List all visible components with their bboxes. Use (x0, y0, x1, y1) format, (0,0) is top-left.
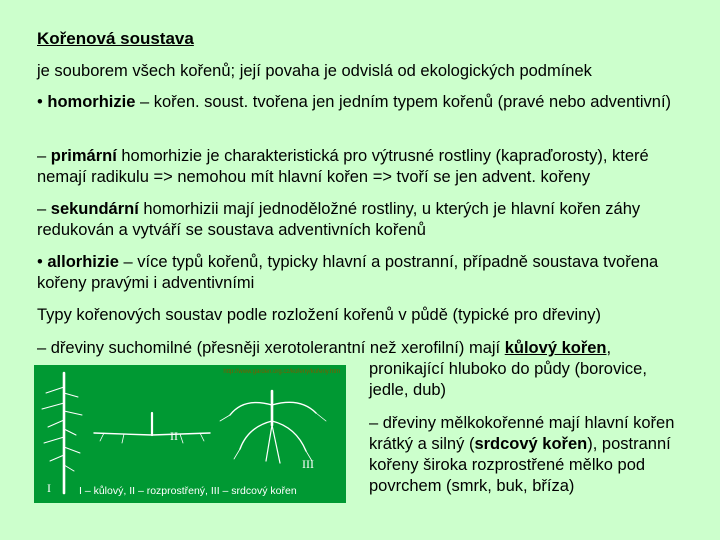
paragraph-sekundarni (37, 199, 687, 241)
term-homorhizie: homorhizie (47, 93, 136, 111)
page-title: Kořenová soustava (37, 29, 194, 48)
term-primarni: primární (50, 147, 117, 165)
text-allorhizie: – více typů kořenů, typicky hlavní a postranní, případně soustava tvořena kořeny pravými i adventivními (37, 253, 659, 292)
text-primarni: homorhizie je charakteristická pro výtrusné rostliny (kapraďorosty), které nemají radikulu => nemohou mít hlavní kořen => tvoří se jen advent. kořeny (37, 147, 649, 186)
dash-prefix: – (37, 147, 51, 165)
bullet-prefix: • (37, 93, 48, 111)
term-sekundarni: sekundární (50, 200, 139, 218)
text-srdcovy-intro: – dřeviny mělkokořenné mají hlavní kořen krátký a silný ( (369, 414, 675, 453)
paragraph-primarni (37, 146, 687, 188)
paragraph-homorhizie (37, 92, 687, 113)
text-srdcovy-rest: ), postranní kořeny široka rozprostřené mělko pod povrchem (smrk, buk, bříza) (369, 435, 671, 495)
term-kulovy-koren: kůlový kořen (504, 339, 607, 357)
term-allorhizie: allorhizie (47, 253, 119, 271)
paragraph-kulovy-line1 (37, 338, 687, 359)
figure-source-url: http://www.garden.org.cz/kořeny/kořeny.htm (223, 369, 340, 375)
text-kulovy-comma: , (606, 339, 612, 357)
figure-label-i: I (47, 481, 51, 495)
term-srdcovy-koren: srdcový kořen (474, 435, 588, 453)
text-homorhizie: – kořen. soust. tvořena jen jedním typem kořenů (pravé nebo adventivní) (135, 93, 672, 111)
paragraph-types-heading: Typy kořenových soustav podle rozložení kořenů v půdě (typické pro dřeviny) (37, 306, 602, 324)
paragraph-allorhizie (37, 252, 687, 294)
text-sekundarni: homorhizii mají jednoděložné rostliny, u kterých je hlavní kořen záhy redukován a vytváří se soustava adventivních kořenů (37, 200, 641, 239)
paragraph-definition: je souborem všech kořenů; její povaha je odvislá od ekologických podmínek (37, 62, 592, 80)
root-types-figure (34, 365, 346, 503)
paragraph-srdcovy (369, 413, 689, 497)
root-types-illustration (34, 365, 346, 503)
dash-prefix: – (37, 200, 51, 218)
figure-label-iii: III (302, 457, 314, 471)
bullet-prefix: • (37, 253, 48, 271)
text-kulovy-intro: – dřeviny suchomilné (přesněji xerotolerantní než xerofilní) mají (37, 339, 505, 357)
paragraph-kulovy-line2: pronikající hluboko do půdy (borovice, jedle, dub) (369, 360, 647, 399)
figure-label-ii: II (170, 429, 178, 443)
heart-root-drawing (220, 391, 326, 463)
figure-caption: I – kůlový, II – rozprostřený, III – srdcový kořen (79, 485, 297, 497)
taproot-drawing (42, 373, 82, 493)
spreading-root-drawing (94, 413, 210, 443)
